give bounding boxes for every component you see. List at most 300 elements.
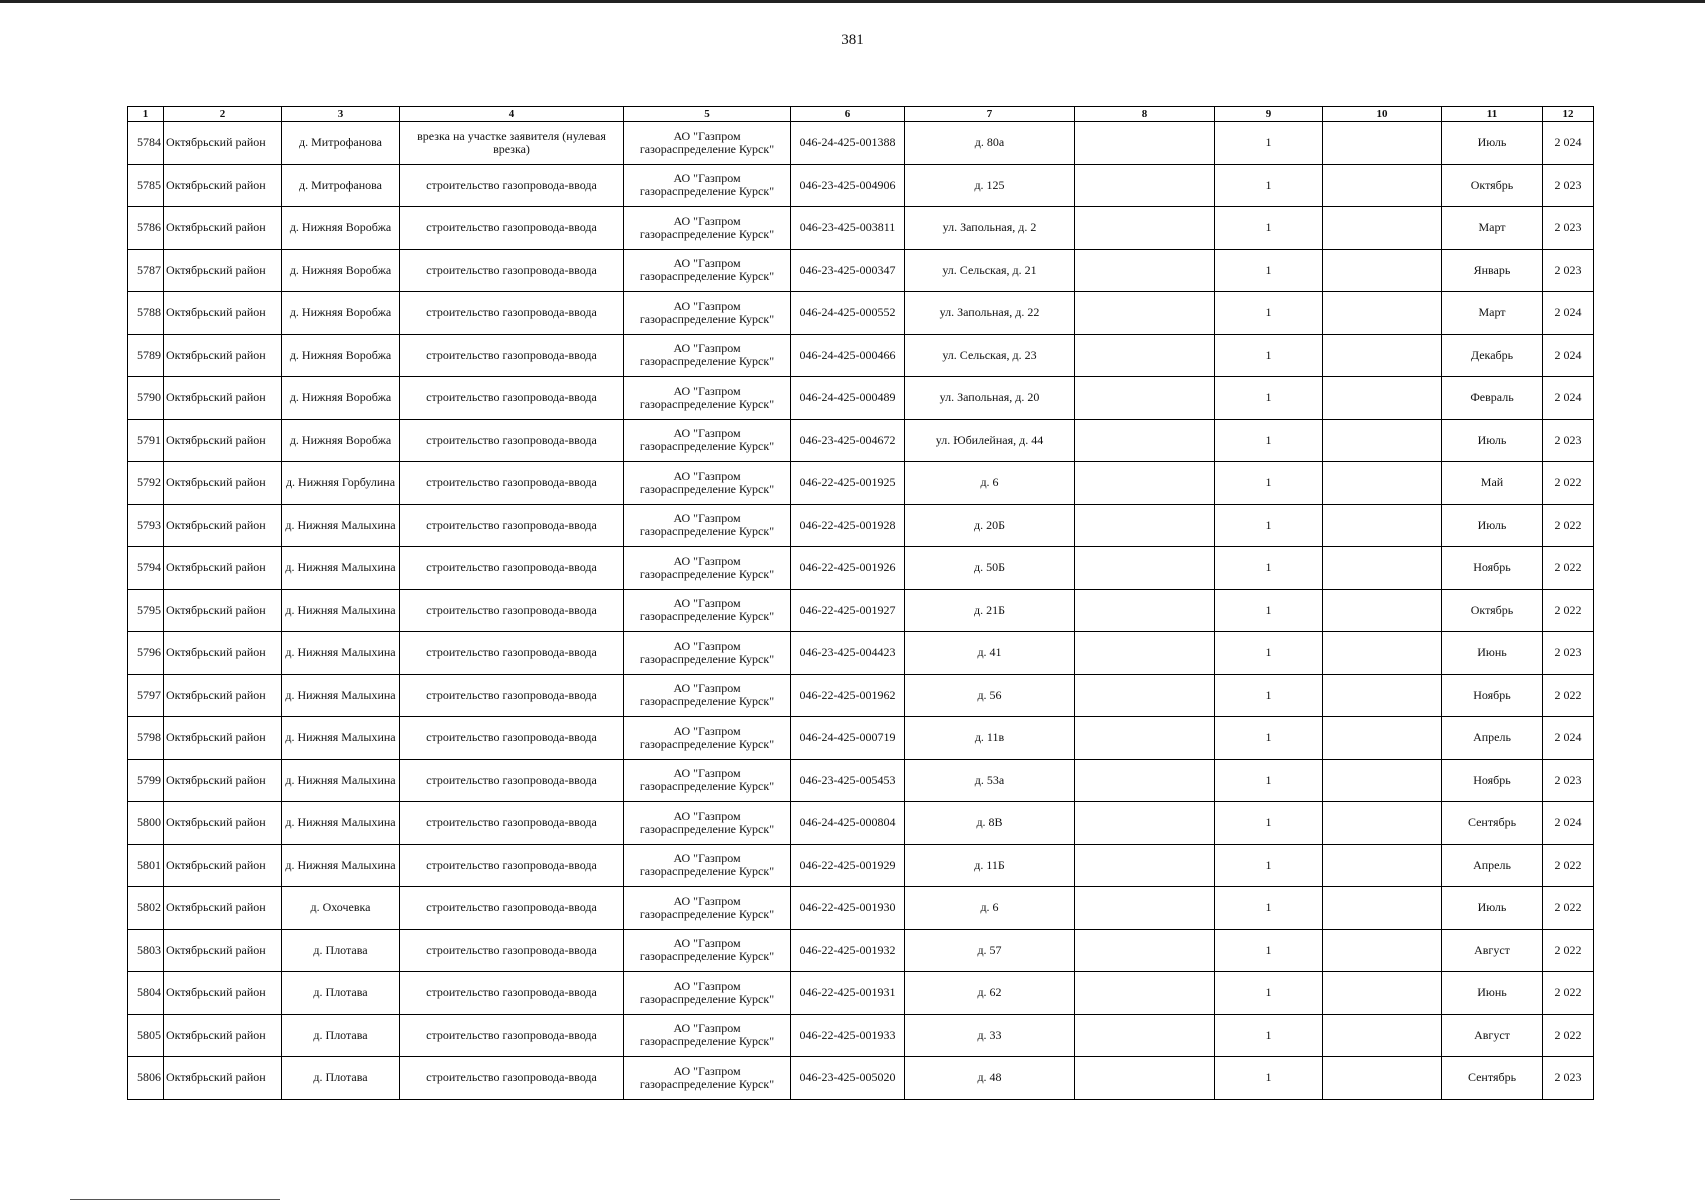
registration-code-cell: 046-22-425-001933 [791,1014,905,1057]
column-header-12: 12 [1543,107,1594,122]
address-cell: д. 6 [905,887,1075,930]
table-row [128,632,1594,675]
registration-code-cell: 046-24-425-000804 [791,802,905,845]
month-cell: Июль [1442,419,1543,462]
settlement-cell: д. Нижняя Малыхина [282,802,400,845]
district-cell: Октябрьский район [164,547,282,590]
address-cell: ул. Запольная, д. 2 [905,207,1075,250]
address-cell: д. 11Б [905,844,1075,887]
column-10-cell [1323,1057,1442,1100]
table-row [128,377,1594,420]
address-cell: д. 21Б [905,589,1075,632]
registry-table-container [127,106,1594,1100]
month-cell: Ноябрь [1442,674,1543,717]
month-cell: Февраль [1442,377,1543,420]
column-8-cell [1075,802,1215,845]
column-8-cell [1075,972,1215,1015]
column-10-cell [1323,249,1442,292]
row-number: 5787 [128,249,164,292]
quantity-cell: 1 [1215,929,1323,972]
year-cell: 2 024 [1543,334,1594,377]
quantity-cell: 1 [1215,334,1323,377]
registration-code-cell: 046-22-425-001925 [791,462,905,505]
column-10-cell [1323,717,1442,760]
settlement-cell: д. Нижняя Малыхина [282,759,400,802]
year-cell: 2 022 [1543,929,1594,972]
registration-code-cell: 046-24-425-000489 [791,377,905,420]
table-row [128,504,1594,547]
registration-code-cell: 046-23-425-004906 [791,164,905,207]
registration-code-cell: 046-24-425-000719 [791,717,905,760]
table-row [128,844,1594,887]
organization-cell: АО "Газпром газораспределение Курск" [624,844,791,887]
work-type-cell: строительство газопровода-ввода [400,717,624,760]
column-10-cell [1323,377,1442,420]
organization-cell: АО "Газпром газораспределение Курск" [624,419,791,462]
row-number: 5803 [128,929,164,972]
quantity-cell: 1 [1215,419,1323,462]
work-type-cell: строительство газопровода-ввода [400,334,624,377]
row-number: 5804 [128,972,164,1015]
column-header-8: 8 [1075,107,1215,122]
district-cell: Октябрьский район [164,589,282,632]
quantity-cell: 1 [1215,504,1323,547]
settlement-cell: д. Плотава [282,1014,400,1057]
year-cell: 2 023 [1543,759,1594,802]
column-8-cell [1075,717,1215,760]
month-cell: Май [1442,462,1543,505]
registration-code-cell: 046-22-425-001932 [791,929,905,972]
column-10-cell [1323,759,1442,802]
quantity-cell: 1 [1215,802,1323,845]
table-row [128,164,1594,207]
quantity-cell: 1 [1215,1014,1323,1057]
row-number: 5793 [128,504,164,547]
column-8-cell [1075,632,1215,675]
column-header-3: 3 [282,107,400,122]
row-number: 5805 [128,1014,164,1057]
year-cell: 2 023 [1543,419,1594,462]
settlement-cell: д. Нижняя Воробжа [282,292,400,335]
registration-code-cell: 046-23-425-005453 [791,759,905,802]
year-cell: 2 022 [1543,462,1594,505]
year-cell: 2 024 [1543,122,1594,165]
column-8-cell [1075,377,1215,420]
settlement-cell: д. Нижняя Воробжа [282,377,400,420]
work-type-cell: строительство газопровода-ввода [400,164,624,207]
year-cell: 2 023 [1543,249,1594,292]
column-8-cell [1075,249,1215,292]
registration-code-cell: 046-23-425-004672 [791,419,905,462]
settlement-cell: д. Нижняя Воробжа [282,334,400,377]
address-cell: ул. Запольная, д. 20 [905,377,1075,420]
organization-cell: АО "Газпром газораспределение Курск" [624,504,791,547]
scan-top-edge [0,0,1705,3]
table-row [128,717,1594,760]
settlement-cell: д. Нижняя Воробжа [282,419,400,462]
year-cell: 2 022 [1543,887,1594,930]
column-8-cell [1075,887,1215,930]
month-cell: Август [1442,1014,1543,1057]
settlement-cell: д. Нижняя Малыхина [282,674,400,717]
work-type-cell: строительство газопровода-ввода [400,887,624,930]
column-10-cell [1323,929,1442,972]
organization-cell: АО "Газпром газораспределение Курск" [624,759,791,802]
district-cell: Октябрьский район [164,717,282,760]
address-cell: д. 8В [905,802,1075,845]
organization-cell: АО "Газпром газораспределение Курск" [624,972,791,1015]
work-type-cell: строительство газопровода-ввода [400,377,624,420]
table-row [128,547,1594,590]
row-number: 5794 [128,547,164,590]
table-row [128,334,1594,377]
column-10-cell [1323,1014,1442,1057]
column-10-cell [1323,504,1442,547]
column-10-cell [1323,844,1442,887]
quantity-cell: 1 [1215,462,1323,505]
column-header-11: 11 [1442,107,1543,122]
registration-code-cell: 046-22-425-001927 [791,589,905,632]
organization-cell: АО "Газпром газораспределение Курск" [624,292,791,335]
year-cell: 2 024 [1543,292,1594,335]
year-cell: 2 023 [1543,632,1594,675]
district-cell: Октябрьский район [164,122,282,165]
registration-code-cell: 046-22-425-001928 [791,504,905,547]
table-row [128,674,1594,717]
settlement-cell: д. Плотава [282,929,400,972]
row-number: 5798 [128,717,164,760]
quantity-cell: 1 [1215,249,1323,292]
column-8-cell [1075,419,1215,462]
quantity-cell: 1 [1215,887,1323,930]
address-cell: д. 57 [905,929,1075,972]
year-cell: 2 023 [1543,1057,1594,1100]
organization-cell: АО "Газпром газораспределение Курск" [624,1014,791,1057]
work-type-cell: строительство газопровода-ввода [400,929,624,972]
work-type-cell: строительство газопровода-ввода [400,1014,624,1057]
district-cell: Октябрьский район [164,632,282,675]
district-cell: Октябрьский район [164,249,282,292]
month-cell: Август [1442,929,1543,972]
settlement-cell: д. Нижняя Малыхина [282,632,400,675]
organization-cell: АО "Газпром газораспределение Курск" [624,929,791,972]
month-cell: Сентябрь [1442,802,1543,845]
organization-cell: АО "Газпром газораспределение Курск" [624,334,791,377]
settlement-cell: д. Митрофанова [282,122,400,165]
row-number: 5796 [128,632,164,675]
registration-code-cell: 046-22-425-001962 [791,674,905,717]
work-type-cell: строительство газопровода-ввода [400,632,624,675]
organization-cell: АО "Газпром газораспределение Курск" [624,802,791,845]
district-cell: Октябрьский район [164,929,282,972]
row-number: 5801 [128,844,164,887]
registration-code-cell: 046-23-425-004423 [791,632,905,675]
organization-cell: АО "Газпром газораспределение Курск" [624,1057,791,1100]
district-cell: Октябрьский район [164,292,282,335]
row-number: 5785 [128,164,164,207]
registration-code-cell: 046-24-425-001388 [791,122,905,165]
settlement-cell: д. Нижняя Малыхина [282,844,400,887]
column-8-cell [1075,1014,1215,1057]
column-8-cell [1075,1057,1215,1100]
settlement-cell: д. Нижняя Малыхина [282,547,400,590]
quantity-cell: 1 [1215,972,1323,1015]
column-8-cell [1075,929,1215,972]
work-type-cell: строительство газопровода-ввода [400,249,624,292]
column-header-10: 10 [1323,107,1442,122]
column-10-cell [1323,462,1442,505]
address-cell: д. 125 [905,164,1075,207]
row-number: 5788 [128,292,164,335]
table-row [128,419,1594,462]
column-10-cell [1323,972,1442,1015]
row-number: 5795 [128,589,164,632]
year-cell: 2 023 [1543,207,1594,250]
work-type-cell: строительство газопровода-ввода [400,589,624,632]
work-type-cell: строительство газопровода-ввода [400,462,624,505]
district-cell: Октябрьский район [164,207,282,250]
month-cell: Март [1442,292,1543,335]
work-type-cell: строительство газопровода-ввода [400,419,624,462]
column-10-cell [1323,334,1442,377]
address-cell: д. 48 [905,1057,1075,1100]
district-cell: Октябрьский район [164,802,282,845]
work-type-cell: строительство газопровода-ввода [400,292,624,335]
quantity-cell: 1 [1215,1057,1323,1100]
column-10-cell [1323,207,1442,250]
year-cell: 2 022 [1543,972,1594,1015]
settlement-cell: д. Нижняя Воробжа [282,249,400,292]
quantity-cell: 1 [1215,292,1323,335]
quantity-cell: 1 [1215,164,1323,207]
column-10-cell [1323,164,1442,207]
month-cell: Октябрь [1442,589,1543,632]
address-cell: д. 20Б [905,504,1075,547]
column-8-cell [1075,674,1215,717]
column-header-2: 2 [164,107,282,122]
organization-cell: АО "Газпром газораспределение Курск" [624,887,791,930]
district-cell: Октябрьский район [164,887,282,930]
settlement-cell: д. Нижняя Горбулина [282,462,400,505]
table-row [128,462,1594,505]
address-cell: ул. Запольная, д. 22 [905,292,1075,335]
work-type-cell: строительство газопровода-ввода [400,504,624,547]
district-cell: Октябрьский район [164,674,282,717]
district-cell: Октябрьский район [164,972,282,1015]
year-cell: 2 023 [1543,164,1594,207]
organization-cell: АО "Газпром газораспределение Курск" [624,249,791,292]
table-row [128,887,1594,930]
quantity-cell: 1 [1215,759,1323,802]
address-cell: д. 53а [905,759,1075,802]
table-body [128,122,1594,1100]
table-row [128,207,1594,250]
column-8-cell [1075,759,1215,802]
quantity-cell: 1 [1215,589,1323,632]
month-cell: Январь [1442,249,1543,292]
row-number: 5806 [128,1057,164,1100]
district-cell: Октябрьский район [164,462,282,505]
organization-cell: АО "Газпром газораспределение Курск" [624,717,791,760]
address-cell: д. 56 [905,674,1075,717]
table-row [128,122,1594,165]
settlement-cell: д. Плотава [282,1057,400,1100]
district-cell: Октябрьский район [164,377,282,420]
month-cell: Июль [1442,887,1543,930]
quantity-cell: 1 [1215,377,1323,420]
column-10-cell [1323,589,1442,632]
table-row [128,802,1594,845]
registration-code-cell: 046-24-425-000466 [791,334,905,377]
month-cell: Октябрь [1442,164,1543,207]
registration-code-cell: 046-23-425-000347 [791,249,905,292]
column-8-cell [1075,292,1215,335]
settlement-cell: д. Охочевка [282,887,400,930]
column-8-cell [1075,462,1215,505]
settlement-cell: д. Нижняя Малыхина [282,717,400,760]
address-cell: ул. Юбилейная, д. 44 [905,419,1075,462]
column-10-cell [1323,419,1442,462]
settlement-cell: д. Нижняя Малыхина [282,504,400,547]
organization-cell: АО "Газпром газораспределение Курск" [624,547,791,590]
column-8-cell [1075,164,1215,207]
settlement-cell: д. Плотава [282,972,400,1015]
work-type-cell: врезка на участке заявителя (нулевая врезка) [400,122,624,165]
month-cell: Ноябрь [1442,759,1543,802]
column-8-cell [1075,207,1215,250]
row-number: 5784 [128,122,164,165]
column-header-9: 9 [1215,107,1323,122]
month-cell: Апрель [1442,844,1543,887]
organization-cell: АО "Газпром газораспределение Курск" [624,377,791,420]
work-type-cell: строительство газопровода-ввода [400,1057,624,1100]
settlement-cell: д. Митрофанова [282,164,400,207]
registration-code-cell: 046-23-425-005020 [791,1057,905,1100]
row-number: 5790 [128,377,164,420]
registration-code-cell: 046-23-425-003811 [791,207,905,250]
quantity-cell: 1 [1215,674,1323,717]
district-cell: Октябрьский район [164,759,282,802]
row-number: 5792 [128,462,164,505]
work-type-cell: строительство газопровода-ввода [400,674,624,717]
table-row [128,249,1594,292]
address-cell: д. 50Б [905,547,1075,590]
organization-cell: АО "Газпром газораспределение Курск" [624,122,791,165]
quantity-cell: 1 [1215,207,1323,250]
column-8-cell [1075,504,1215,547]
year-cell: 2 022 [1543,844,1594,887]
column-header-7: 7 [905,107,1075,122]
month-cell: Июнь [1442,632,1543,675]
column-8-cell [1075,844,1215,887]
column-8-cell [1075,122,1215,165]
registration-code-cell: 046-22-425-001931 [791,972,905,1015]
address-cell: д. 33 [905,1014,1075,1057]
registration-code-cell: 046-22-425-001930 [791,887,905,930]
address-cell: д. 41 [905,632,1075,675]
month-cell: Апрель [1442,717,1543,760]
registration-code-cell: 046-24-425-000552 [791,292,905,335]
quantity-cell: 1 [1215,547,1323,590]
month-cell: Сентябрь [1442,1057,1543,1100]
table-row [128,292,1594,335]
work-type-cell: строительство газопровода-ввода [400,759,624,802]
row-number: 5797 [128,674,164,717]
row-number: 5799 [128,759,164,802]
column-10-cell [1323,887,1442,930]
column-8-cell [1075,547,1215,590]
work-type-cell: строительство газопровода-ввода [400,972,624,1015]
district-cell: Октябрьский район [164,334,282,377]
column-header-5: 5 [624,107,791,122]
column-8-cell [1075,589,1215,632]
column-10-cell [1323,547,1442,590]
organization-cell: АО "Газпром газораспределение Курск" [624,462,791,505]
registration-code-cell: 046-22-425-001926 [791,547,905,590]
work-type-cell: строительство газопровода-ввода [400,802,624,845]
month-cell: Июнь [1442,972,1543,1015]
address-cell: ул. Сельская, д. 23 [905,334,1075,377]
table-row [128,972,1594,1015]
page-number: 381 [841,32,864,48]
organization-cell: АО "Газпром газораспределение Курск" [624,207,791,250]
year-cell: 2 022 [1543,589,1594,632]
year-cell: 2 022 [1543,674,1594,717]
month-cell: Июль [1442,122,1543,165]
district-cell: Октябрьский район [164,1057,282,1100]
table-row [128,759,1594,802]
month-cell: Декабрь [1442,334,1543,377]
address-cell: ул. Сельская, д. 21 [905,249,1075,292]
registry-table [127,106,1594,1100]
district-cell: Октябрьский район [164,1014,282,1057]
column-header-1: 1 [128,107,164,122]
quantity-cell: 1 [1215,122,1323,165]
row-number: 5791 [128,419,164,462]
column-10-cell [1323,674,1442,717]
table-row [128,589,1594,632]
work-type-cell: строительство газопровода-ввода [400,207,624,250]
year-cell: 2 024 [1543,717,1594,760]
table-row [128,929,1594,972]
column-10-cell [1323,632,1442,675]
table-row [128,1057,1594,1100]
row-number: 5802 [128,887,164,930]
year-cell: 2 024 [1543,802,1594,845]
column-10-cell [1323,802,1442,845]
column-8-cell [1075,334,1215,377]
district-cell: Октябрьский район [164,419,282,462]
year-cell: 2 022 [1543,547,1594,590]
column-10-cell [1323,122,1442,165]
district-cell: Октябрьский район [164,504,282,547]
month-cell: Июль [1442,504,1543,547]
district-cell: Октябрьский район [164,844,282,887]
address-cell: д. 62 [905,972,1075,1015]
row-number: 5800 [128,802,164,845]
settlement-cell: д. Нижняя Малыхина [282,589,400,632]
address-cell: д. 11в [905,717,1075,760]
work-type-cell: строительство газопровода-ввода [400,844,624,887]
year-cell: 2 022 [1543,504,1594,547]
quantity-cell: 1 [1215,844,1323,887]
district-cell: Октябрьский район [164,164,282,207]
column-header-6: 6 [791,107,905,122]
row-number: 5789 [128,334,164,377]
year-cell: 2 022 [1543,1014,1594,1057]
organization-cell: АО "Газпром газораспределение Курск" [624,674,791,717]
address-cell: д. 6 [905,462,1075,505]
